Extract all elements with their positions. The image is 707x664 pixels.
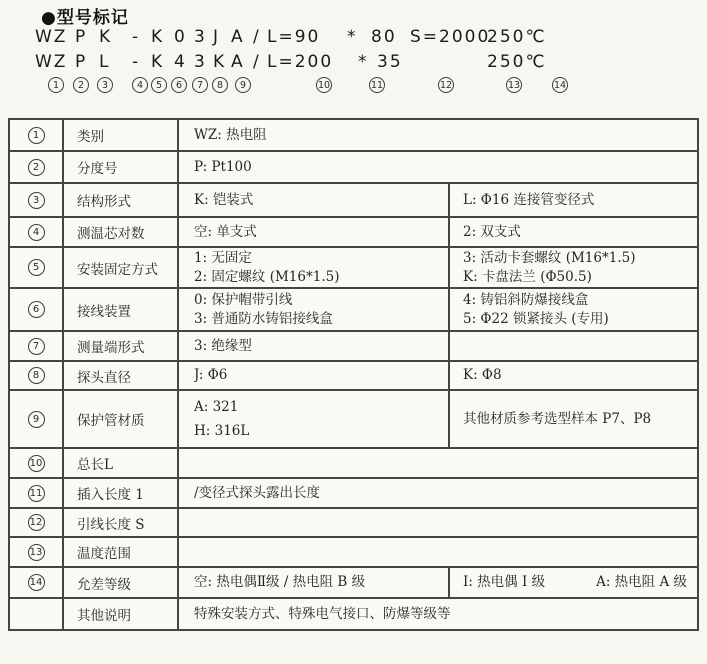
value-text: I: 热电偶 I 级 — [463, 574, 546, 591]
row-value-cell — [179, 509, 697, 536]
position-marker-10: 10 — [316, 77, 332, 93]
row-label-cell: 探头直径 — [64, 362, 179, 389]
row-value-cell — [179, 332, 450, 360]
code-token: K — [151, 52, 165, 72]
table-row-11 — [10, 479, 697, 509]
row-label-cell: 分度号 — [64, 152, 179, 182]
code-token: 80 — [371, 27, 397, 47]
row-label-cell: 安装固定方式 — [64, 248, 179, 287]
table-row-4 — [10, 218, 697, 248]
code-token: - — [132, 27, 141, 47]
row-value-cell — [179, 391, 450, 447]
row-number-cell — [10, 120, 64, 150]
row-number-cell — [10, 248, 64, 287]
spec-table — [8, 118, 699, 631]
row-value-cell-right — [450, 391, 697, 447]
position-marker-9: 9 — [235, 77, 251, 93]
row-label-cell: 温度范围 — [64, 538, 179, 566]
row-value-cell-right — [450, 248, 697, 287]
position-marker-14: 14 — [552, 77, 568, 93]
value-text: K: 铠装式 — [194, 191, 254, 208]
row-number-cell — [10, 391, 64, 447]
position-marker-row — [0, 77, 707, 97]
table-row-14 — [10, 568, 697, 599]
row-label-cell: 测温芯对数 — [64, 218, 179, 246]
code-token: A — [231, 52, 245, 72]
value-text: 5: Φ22 锁紧接头 (专用) — [463, 311, 609, 328]
table-row-7 — [10, 332, 697, 362]
row-label-cell: 结构形式 — [64, 184, 179, 216]
row-number-cell — [10, 332, 64, 360]
position-marker-2: 2 — [73, 77, 89, 93]
row-value-cell — [179, 248, 450, 287]
value-text: A: 321 — [194, 398, 239, 415]
code-token: WZ — [35, 52, 68, 72]
position-marker-4: 4 — [132, 77, 148, 93]
row-value-cell — [179, 218, 450, 246]
code-token: 250℃ — [487, 27, 547, 47]
row-number-badge: 2 — [28, 159, 45, 176]
row-number-cell — [10, 449, 64, 477]
row-number-cell — [10, 152, 64, 182]
row-number-badge: 6 — [28, 301, 45, 318]
row-number-cell — [10, 218, 64, 246]
code-token: L=200 — [267, 52, 334, 72]
table-row-5 — [10, 248, 697, 289]
row-value-cell — [179, 479, 697, 507]
value-text: P: Pt100 — [194, 158, 252, 175]
row-number-cell — [10, 568, 64, 597]
value-text: /变径式探头露出长度 — [194, 484, 321, 501]
row-value-cell — [179, 120, 697, 150]
row-number-badge: 14 — [28, 574, 45, 591]
value-text: A: 热电阻 A 级 — [596, 574, 687, 591]
row-number-cell — [10, 599, 64, 629]
code-token: P — [75, 27, 88, 47]
row-label-cell: 接线装置 — [64, 289, 179, 330]
code-token: 3 — [194, 27, 207, 47]
row-number-badge: 11 — [28, 485, 45, 502]
value-text: 其他材质参考选型样本 P7、P8 — [463, 410, 652, 427]
row-value-cell-right — [450, 184, 697, 216]
row-value-cell-right — [450, 218, 697, 246]
row-label-cell: 类别 — [64, 120, 179, 150]
row-number-badge: 10 — [28, 455, 45, 472]
row-number-badge: 1 — [28, 127, 45, 144]
value-text: 0: 保护帽带引线 — [194, 291, 293, 308]
value-text: 1: 无固定 — [194, 249, 252, 266]
code-token: 250℃ — [487, 52, 547, 72]
position-marker-12: 12 — [438, 77, 454, 93]
value-text: 4: 铸铝斜防爆接线盒 — [463, 291, 589, 308]
code-token: 35 — [377, 52, 403, 72]
position-marker-11: 11 — [369, 77, 385, 93]
position-marker-7: 7 — [192, 77, 208, 93]
position-marker-1: 1 — [48, 77, 64, 93]
table-row-6 — [10, 289, 697, 332]
value-text: 3: 普通防水铸铝接线盒 — [194, 311, 333, 328]
row-value-cell-right — [450, 289, 697, 330]
row-value-cell-right — [450, 332, 697, 360]
code-token: WZ — [35, 27, 68, 47]
code-token: 4 — [174, 52, 187, 72]
code-token: 0 — [174, 27, 187, 47]
code-token: * — [347, 27, 358, 47]
table-row-9 — [10, 391, 697, 449]
code-token: A — [231, 27, 245, 47]
row-value-cell — [179, 568, 450, 597]
row-value-cell — [179, 362, 450, 389]
value-text: WZ: 热电阻 — [194, 126, 267, 143]
row-label-cell: 插入长度 1 — [64, 479, 179, 507]
value-text: 2: 双支式 — [463, 223, 521, 240]
position-marker-13: 13 — [506, 77, 522, 93]
table-row-12 — [10, 509, 697, 538]
row-label-cell: 保护管材质 — [64, 391, 179, 447]
row-label-cell: 测量端形式 — [64, 332, 179, 360]
value-text: 3: 绝缘型 — [194, 337, 252, 354]
row-value-cell — [179, 599, 697, 629]
model-marking-section — [0, 0, 707, 118]
row-value-cell — [179, 449, 697, 477]
row-number-cell — [10, 509, 64, 536]
table-row-13 — [10, 538, 697, 568]
row-number-badge: 9 — [28, 411, 45, 428]
model-code-line-1 — [0, 27, 707, 49]
position-marker-8: 8 — [212, 77, 228, 93]
model-code-line-2 — [0, 52, 707, 74]
row-number-badge: 13 — [28, 544, 45, 561]
value-text: 2: 固定螺纹 (M16*1.5) — [194, 268, 340, 285]
code-token: / — [253, 27, 261, 47]
value-text: K: Φ8 — [463, 367, 502, 384]
table-row-10 — [10, 449, 697, 479]
code-token: K — [151, 27, 165, 47]
row-number-badge: 3 — [28, 192, 45, 209]
row-number-cell — [10, 289, 64, 330]
row-number-cell — [10, 184, 64, 216]
row-label-cell: 引线长度 S — [64, 509, 179, 536]
position-marker-5: 5 — [151, 77, 167, 93]
code-token: * — [358, 52, 369, 72]
row-value-cell — [179, 152, 697, 182]
row-number-badge: 12 — [28, 514, 45, 531]
row-value-cell-right — [450, 568, 697, 597]
position-marker-3: 3 — [97, 77, 113, 93]
code-token: K — [213, 52, 227, 72]
value-text: L: Φ16 连接管变径式 — [463, 191, 595, 208]
row-number-cell — [10, 362, 64, 389]
table-row-2 — [10, 152, 697, 184]
row-value-cell — [179, 538, 697, 566]
table-row-8 — [10, 362, 697, 391]
row-number-cell — [10, 538, 64, 566]
code-token: S=2000 — [410, 27, 491, 47]
code-token: / — [253, 52, 261, 72]
code-token: L=90 — [267, 27, 321, 47]
row-number-badge: 4 — [28, 224, 45, 241]
row-number-cell — [10, 479, 64, 507]
row-label-cell: 允差等级 — [64, 568, 179, 597]
code-token: L — [99, 52, 111, 72]
row-value-cell — [179, 289, 450, 330]
row-value-cell-right — [450, 362, 697, 389]
code-token: P — [75, 52, 88, 72]
code-token: J — [213, 27, 221, 47]
position-marker-6: 6 — [171, 77, 187, 93]
row-number-badge: 8 — [28, 367, 45, 384]
value-text: K: 卡盘法兰 (Φ50.5) — [463, 268, 592, 285]
row-label-cell: 总长L — [64, 449, 179, 477]
section-title: ●型号标记 — [41, 8, 129, 28]
table-row-other — [10, 599, 697, 629]
value-text: J: Φ6 — [194, 367, 228, 384]
value-text: 空: 单支式 — [194, 223, 257, 240]
table-row-1 — [10, 120, 697, 152]
code-token: 3 — [194, 52, 207, 72]
row-label-cell: 其他说明 — [64, 599, 179, 629]
value-text: 3: 活动卡套螺纹 (M16*1.5) — [463, 249, 636, 266]
table-row-3 — [10, 184, 697, 218]
row-number-badge: 5 — [28, 259, 45, 276]
row-number-badge: 7 — [28, 338, 45, 355]
row-value-cell — [179, 184, 450, 216]
code-token: - — [132, 52, 141, 72]
value-text: 特殊安装方式、特殊电气接口、防爆等级等 — [194, 605, 451, 622]
code-token: K — [99, 27, 113, 47]
value-text: 空: 热电偶Ⅱ级 / 热电阻 B 级 — [194, 574, 366, 591]
value-text: H: 316L — [194, 423, 250, 440]
